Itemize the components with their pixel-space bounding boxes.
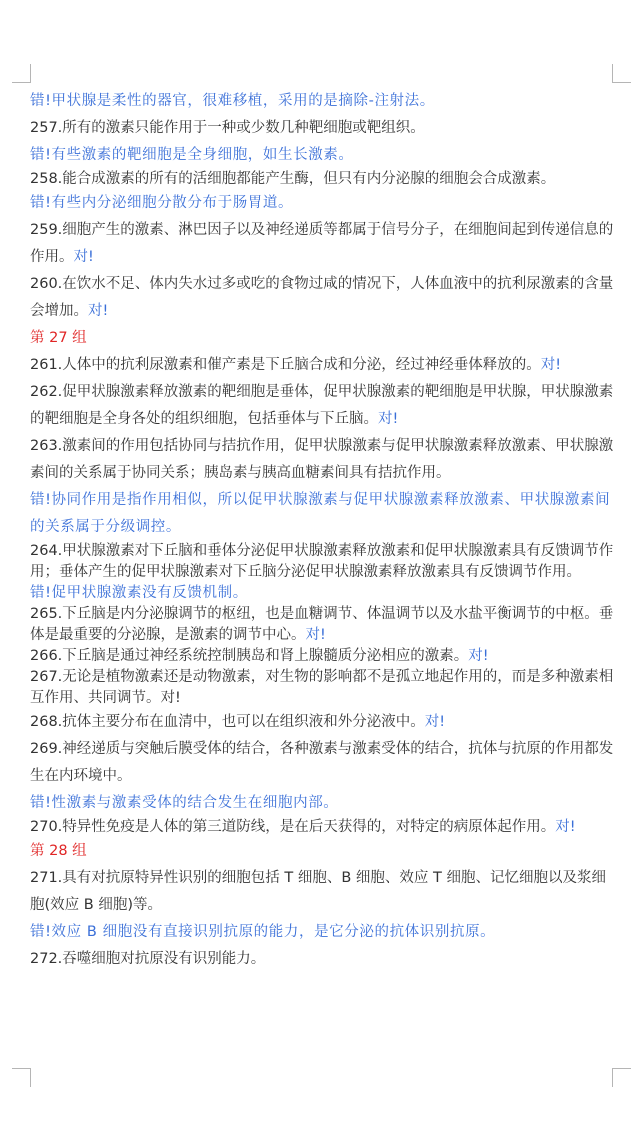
crop-mark-top-right [612,64,631,83]
explanation-line [30,190,614,217]
answer-mark: 对! [468,648,489,664]
line-text: 258.能合成激素的所有的活细胞都能产生酶，但只有内分泌腺的细胞会合成激素。 [30,171,556,187]
line-text: 264.甲状腺激素对下丘脑和垂体分泌促甲状腺激素释放激素和促甲状腺激素具有反馈调节作用；垂体产生的促甲状腺激素对下丘脑分泌促甲状腺激素释放激素具有反馈调节作用。 [30,543,614,580]
line-text: 第 27 组 [30,330,87,346]
line-text: 260.在饮水不足、体内失水过多或吃的食物过咸的情况下，人体血液中的抗利尿激素的含量会增加。 [30,276,614,319]
explanation-line [30,790,614,817]
crop-mark-bottom-right [612,1068,631,1087]
line-text: 259.细胞产生的激素、淋巴因子以及神经递质等都属于信号分子，在细胞间起到传递信息的作用。 [30,222,614,265]
answer-mark: 对! [540,357,562,373]
question-line [30,709,614,736]
line-text: 267.无论是植物激素还是动物激素，对生物的影响都不是孤立地起作用的，而是多种激素相互作用、共同调节。对! [30,669,614,706]
question-line [30,433,614,487]
line-text: 261.人体中的抗利尿激素和催产素是下丘脑合成和分泌，经过神经垂体释放的。 [30,357,541,373]
explanation-line [30,88,614,115]
line-text: 错!性激素与激素受体的结合发生在细胞内部。 [30,795,339,811]
line-text: 265.下丘脑是内分泌腺调节的枢纽，也是血糖调节、体温调节以及水盐平衡调节的中枢。垂体是最重要的分泌腺，是激素的调节中心。 [30,606,614,643]
answer-mark: 对! [555,819,576,835]
line-text: 270.特异性免疫是人体的第三道防线，是在后天获得的，对特定的病原体起作用。 [30,819,556,835]
question-line [30,736,614,790]
crop-mark-bottom-left [12,1068,31,1087]
answer-mark: 对! [88,303,109,319]
explanation-line [30,583,614,604]
question-line [30,352,614,379]
line-text: 263.激素间的作用包括协同与拮抗作用，促甲状腺激素与促甲状腺激素释放激素、甲状腺激素间的关系属于协同关系；胰岛素与胰高血糖素间具有拮抗作用。 [30,438,614,481]
question-line [30,541,614,583]
line-text: 错!效应 B 细胞没有直接识别抗原的能力，是它分泌的抗体识别抗原。 [30,924,496,940]
line-text: 272.吞噬细胞对抗原没有识别能力。 [30,951,266,967]
group-heading [30,325,614,352]
explanation-line [30,487,614,541]
question-line [30,667,614,709]
line-text: 269.神经递质与突触后膜受体的结合，各种激素与激素受体的结合，抗体与抗原的作用都发生在内环境中。 [30,741,614,784]
answer-mark: 对! [424,714,446,730]
line-text: 错!协同作用是指作用相似，所以促甲状腺激素与促甲状腺激素释放激素、甲状腺激素间的关系属于分级调控。 [30,492,611,535]
question-line [30,817,614,838]
line-text: 第 28 组 [30,843,87,859]
question-line [30,169,614,190]
line-text: 错!有些激素的靶细胞是全身细胞，如生长激素。 [30,147,354,163]
question-line [30,604,614,646]
question-line [30,217,614,271]
group-heading [30,838,614,865]
answer-mark: 对! [378,411,399,427]
question-line [30,946,614,973]
line-text: 271.具有对抗原特异性识别的细胞包括 T 细胞、B 细胞、效应 T 细胞、记忆细胞以及浆细胞(效应 B 细胞)等。 [30,870,606,913]
answer-mark: 对! [73,249,94,265]
line-text: 257.所有的激素只能作用于一种或少数几种靶细胞或靶组织。 [30,120,425,136]
question-line [30,646,614,667]
answer-mark: 对! [305,627,326,643]
line-text: 266.下丘脑是通过神经系统控制胰岛和肾上腺髓质分泌相应的激素。 [30,648,469,664]
question-line [30,379,614,433]
question-line [30,865,614,919]
explanation-line [30,919,614,946]
line-text: 错!有些内分泌细胞分散分布于肠胃道。 [30,195,294,211]
question-line [30,271,614,325]
question-line [30,115,614,142]
line-text: 262.促甲状腺激素释放激素的靶细胞是垂体，促甲状腺激素的靶细胞是甲状腺，甲状腺激素的靶细胞是全身各处的组织细胞，包括垂体与下丘脑。 [30,384,614,427]
line-text: 错!促甲状腺激素没有反馈机制。 [30,585,248,601]
crop-mark-top-left [12,64,31,83]
document-body [30,88,614,973]
line-text: 错!甲状腺是柔性的器官，很难移植，采用的是摘除-注射法。 [30,93,435,109]
explanation-line [30,142,614,169]
line-text: 268.抗体主要分布在血清中，也可以在组织液和外分泌液中。 [30,714,425,730]
